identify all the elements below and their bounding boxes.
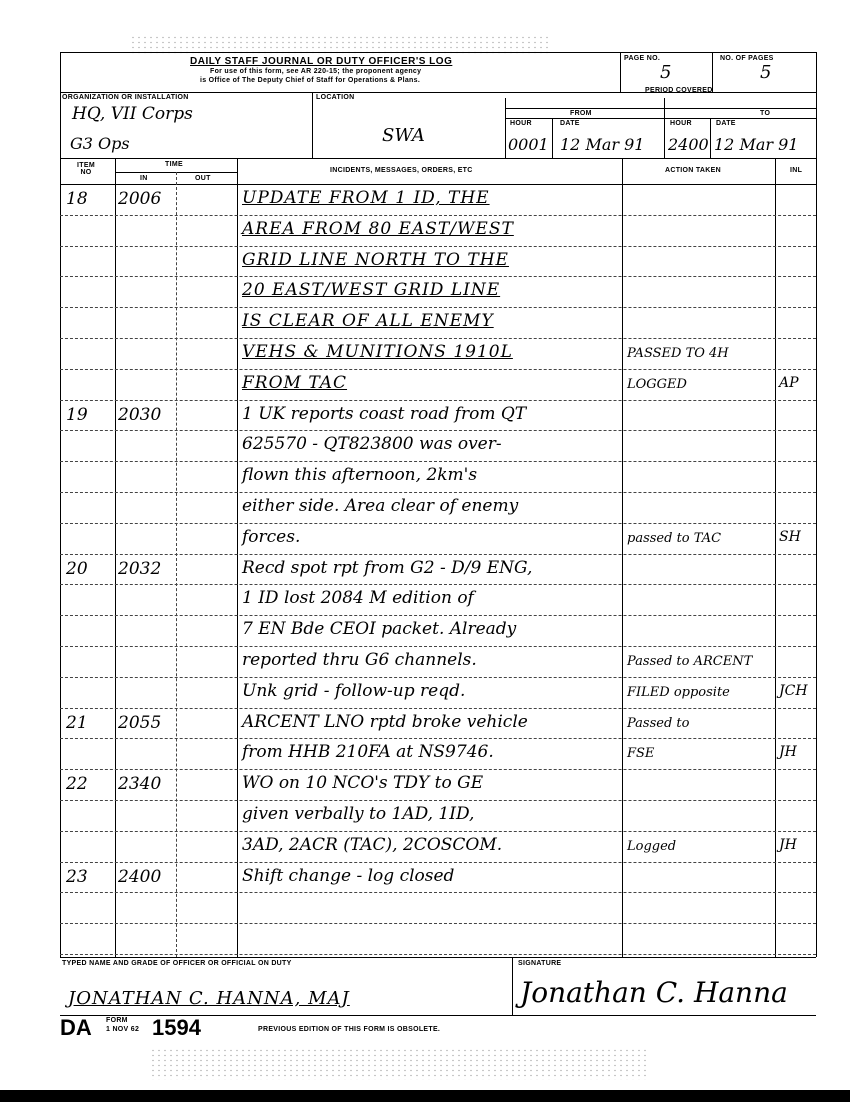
incident-line: UPDATE FROM 1 ID, THE <box>242 188 490 208</box>
action-taken: PASSED TO 4H <box>627 346 729 361</box>
location-label: LOCATION <box>316 94 355 101</box>
col-action: ACTION TAKEN <box>665 167 721 174</box>
signature: Jonathan C. Hanna <box>520 976 788 1009</box>
form-subtitle-1: For use of this form, see AR 220-15; the proponent agency <box>210 68 422 75</box>
item-number: 20 <box>66 558 88 579</box>
from-date-label: DATE <box>560 120 580 127</box>
initials: JH <box>779 744 797 761</box>
initials: JH <box>779 836 797 853</box>
incident-line: Recd spot rpt from G2 - D/9 ENG, <box>242 557 533 578</box>
org-line-2: G3 Ops <box>70 134 130 153</box>
action-taken: Passed to <box>627 715 690 731</box>
item-number: 19 <box>66 404 88 425</box>
incident-line: 3AD, 2ACR (TAC), 2COSCOM. <box>242 834 503 855</box>
action-taken: Passed to ARCENT <box>627 654 753 669</box>
time-in: 2006 <box>118 189 162 209</box>
page-no-value: 5 <box>660 62 672 83</box>
from-hour: 0001 <box>508 135 549 154</box>
time-in: 2030 <box>118 404 162 425</box>
col-in: IN <box>140 175 148 182</box>
initials: JCH <box>779 682 808 699</box>
typed-name-label: TYPED NAME AND GRADE OF OFFICER OR OFFICIAL ON DUTY <box>62 960 292 967</box>
initials: AP <box>779 374 799 391</box>
incident-line: 7 EN Bde CEOI packet. Already <box>242 619 517 640</box>
incident-line: IS CLEAR OF ALL ENEMY <box>242 311 494 332</box>
incident-line: FROM TAC <box>242 372 348 393</box>
to-date-label: DATE <box>716 120 736 127</box>
org-label: ORGANIZATION OR INSTALLATION <box>62 94 189 101</box>
incident-line: given verbally to 1AD, 1ID, <box>242 804 475 824</box>
form-date: 1 NOV 62 <box>106 1026 140 1033</box>
period-covered-label: PERIOD COVERED <box>645 87 713 94</box>
incident-line: flown this afternoon, 2km's <box>242 465 478 486</box>
no-of-pages-value: 5 <box>760 62 772 83</box>
form-number: 1594 <box>152 1015 201 1040</box>
col-item-no: ITEM NO <box>77 162 95 176</box>
action-taken: passed to TAC <box>627 530 722 546</box>
time-in: 2400 <box>118 866 162 887</box>
time-in: 2032 <box>118 558 162 579</box>
incident-line: Shift change - log closed <box>242 865 455 886</box>
incident-line: ARCENT LNO rptd broke vehicle <box>242 711 528 732</box>
action-taken: LOGGED <box>627 376 687 392</box>
incident-line: AREA FROM 80 EAST/WEST <box>242 218 514 239</box>
initials: SH <box>779 528 801 545</box>
time-in: 2055 <box>118 712 162 733</box>
to-hour-label: HOUR <box>670 120 692 127</box>
incident-line: GRID LINE NORTH TO THE <box>242 249 509 270</box>
to-date: 12 Mar 91 <box>714 135 799 154</box>
item-number: 18 <box>66 189 88 209</box>
form-prefix: DA <box>60 1015 92 1040</box>
action-taken: Logged <box>627 838 677 854</box>
form-month: FORM <box>106 1017 128 1024</box>
page-no-label: PAGE NO. <box>624 55 661 62</box>
form-subtitle-2: is Office of The Deputy Chief of Staff for Operations & Plans. <box>200 77 421 84</box>
item-number: 22 <box>66 774 88 795</box>
form-title: DAILY STAFF JOURNAL OR DUTY OFFICER'S LOG <box>190 56 453 67</box>
location-value: SWA <box>382 125 425 146</box>
org-line-1: HQ, VII Corps <box>72 104 193 124</box>
incident-line: 1 ID lost 2084 M edition of <box>242 588 474 609</box>
incident-line: either side. Area clear of enemy <box>242 496 519 516</box>
from-label: FROM <box>570 110 592 117</box>
time-in: 2340 <box>118 774 162 795</box>
incident-line: Unk grid - follow-up reqd. <box>242 680 466 701</box>
from-hour-label: HOUR <box>510 120 532 127</box>
col-out: OUT <box>195 175 211 182</box>
typed-name: JONATHAN C. HANNA, MAJ <box>68 988 350 1009</box>
col-incidents: INCIDENTS, MESSAGES, ORDERS, ETC <box>330 167 473 174</box>
item-number: 23 <box>66 866 88 887</box>
incident-line: from HHB 210FA at NS9746. <box>242 742 494 763</box>
incident-line: reported thru G6 channels. <box>242 650 477 670</box>
incident-line: forces. <box>242 526 301 547</box>
incident-line: VEHS & MUNITIONS 1910L <box>242 342 513 362</box>
to-label: TO <box>760 110 771 117</box>
incident-line: 1 UK reports coast road from QT <box>242 403 527 424</box>
incident-line: 20 EAST/WEST GRID LINE <box>242 280 501 301</box>
no-of-pages-label: NO. OF PAGES <box>720 55 774 62</box>
col-time: TIME <box>165 161 183 168</box>
incident-line: 625570 - QT823800 was over- <box>242 434 502 455</box>
scan-border <box>0 1090 850 1102</box>
col-inl: INL <box>790 167 803 174</box>
action-taken: FSE <box>627 746 655 762</box>
to-hour: 2400 <box>668 135 709 154</box>
action-taken: FILED opposite <box>627 684 730 700</box>
from-date: 12 Mar 91 <box>560 135 645 154</box>
signature-label: SIGNATURE <box>518 960 562 967</box>
incident-line: WO on 10 NCO's TDY to GE <box>242 773 484 794</box>
previous-edition-note: PREVIOUS EDITION OF THIS FORM IS OBSOLETE. <box>258 1026 441 1033</box>
item-number: 21 <box>66 712 88 733</box>
